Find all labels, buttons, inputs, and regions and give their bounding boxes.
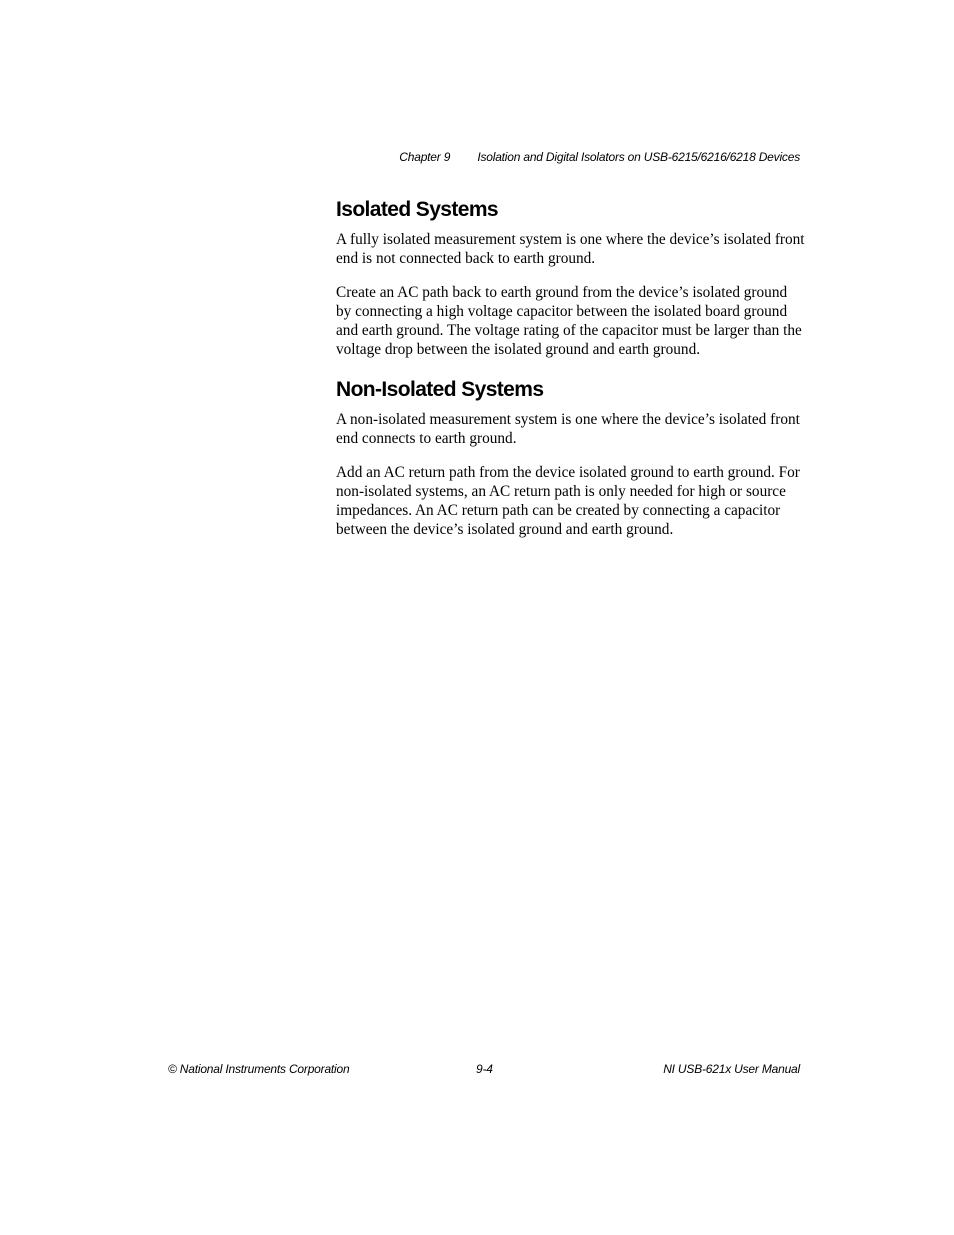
chapter-label: Chapter 9 — [399, 150, 451, 164]
section-isolated-systems — [336, 196, 806, 359]
section-heading: Non-Isolated Systems — [336, 378, 544, 401]
footer-page-number: 9-4 — [476, 1062, 493, 1076]
footer-copyright: © National Instruments Corporation — [168, 1062, 350, 1076]
section-non-isolated-systems — [336, 376, 806, 539]
paragraph: Create an AC path back to earth ground from the device’s isolated ground by connecting a high voltage capacitor between the isolated board ground and earth ground. The voltage rating of the capacitor must be larger than the voltage drop between the isolated ground and earth ground. — [336, 284, 802, 358]
running-header — [399, 150, 800, 164]
footer-manual-title: NI USB-621x User Manual — [663, 1062, 800, 1076]
paragraph: Add an AC return path from the device isolated ground to earth ground. For non-isolated systems, an AC return path is only needed for high or source impedances. An AC return path can be created by connecting a capacitor between the device’s isolated ground and earth ground. — [336, 464, 800, 538]
chapter-title: Isolation and Digital Isolators on USB-6215/6216/6218 Devices — [477, 150, 800, 164]
section-heading: Isolated Systems — [336, 198, 498, 221]
paragraph: A fully isolated measurement system is one where the device’s isolated front end is not connected back to earth ground. — [336, 231, 805, 267]
paragraph: A non-isolated measurement system is one where the device’s isolated front end connects to earth ground. — [336, 411, 800, 447]
page-content — [336, 196, 806, 554]
